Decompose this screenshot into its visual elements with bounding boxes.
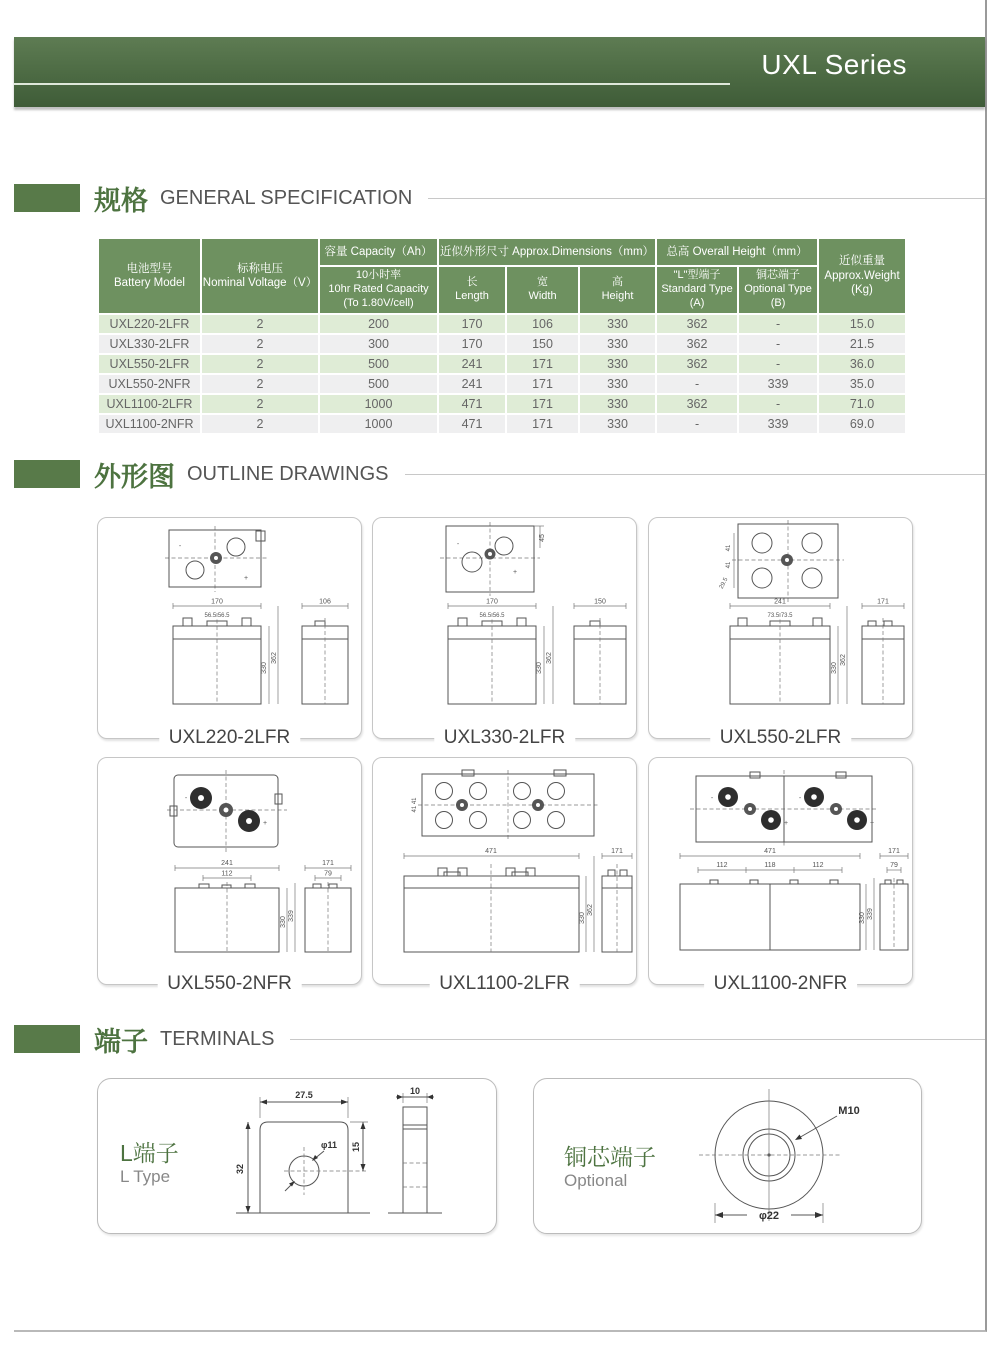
outline-title-en: OUTLINE DRAWINGS — [187, 462, 389, 485]
col-overall-height-group: 总高 Overall Height（mm） — [656, 238, 818, 266]
svg-text:-: - — [184, 795, 188, 802]
svg-text:41 41: 41 41 — [412, 797, 418, 813]
terminal-card-copper-core — [533, 1078, 922, 1234]
outline-card-uxl220-2lfr — [97, 517, 362, 748]
svg-text:330: 330 — [261, 662, 268, 674]
terminals-title-cn: 端子 — [94, 1026, 148, 1057]
svg-text:362: 362 — [587, 904, 594, 916]
section-bullet-icon — [14, 460, 80, 488]
terminal-title-cn: 铜芯端子 — [564, 1144, 656, 1170]
svg-text:φ22: φ22 — [758, 1210, 780, 1222]
svg-text:41: 41 — [726, 544, 732, 552]
model-label: UXL330-2LFR — [434, 727, 575, 749]
svg-text:362: 362 — [546, 652, 553, 664]
model-label: UXL220-2LFR — [159, 727, 300, 749]
terminal-title-cn: L端子 — [120, 1140, 179, 1166]
svg-text:M10: M10 — [838, 1105, 860, 1117]
copper-terminal-drawing — [611, 1083, 911, 1229]
section-bullet-icon — [14, 184, 80, 212]
svg-text:362: 362 — [271, 652, 278, 664]
col-nominal-voltage: 标称电压 Nominal Voltage（V） — [201, 238, 319, 314]
l-terminal-drawing — [198, 1085, 488, 1227]
outline-drawing — [99, 764, 360, 964]
svg-text:-: - — [456, 541, 460, 548]
terminals-title-en: TERMINALS — [160, 1027, 275, 1050]
svg-text:330: 330 — [536, 662, 543, 674]
model-label: UXL1100-2LFR — [429, 973, 580, 995]
svg-text:171: 171 — [877, 598, 889, 606]
col-approx-weight: 近似重量 Approx.Weight (Kg) — [818, 238, 906, 314]
section-rule — [428, 198, 985, 199]
outline-title-cn: 外形图 — [94, 461, 175, 492]
col-standard-type: "L"型端子 Standard Type (A) — [656, 266, 738, 314]
svg-text:+: + — [783, 820, 789, 827]
series-banner — [14, 37, 985, 107]
outline-card-uxl550-2lfr — [648, 517, 913, 748]
terminal-title-en: Optional — [564, 1171, 628, 1190]
svg-text:+: + — [869, 820, 875, 827]
svg-text:56.5 56.5: 56.5 56.5 — [204, 613, 230, 619]
svg-text:362: 362 — [840, 654, 847, 666]
terminal-title-en: L Type — [120, 1167, 171, 1186]
col-capacity-group: 容量 Capacity（Ah） — [319, 238, 438, 266]
terminal-card-l-type — [97, 1078, 497, 1234]
model-label: UXL550-2NFR — [157, 973, 302, 995]
col-capacity-sub: 10小时率 10hr Rated Capacity (To 1.80V/cell) — [319, 266, 438, 314]
svg-text:+: + — [243, 575, 249, 582]
svg-text:112: 112 — [221, 870, 233, 878]
table-row: UXL1100-2NFR 2 1000 471 171 330 - 339 69.0 — [98, 414, 906, 434]
svg-text:330: 330 — [280, 916, 287, 928]
outline-card-uxl330-2lfr — [372, 517, 637, 748]
outline-card-uxl1100-2nfr — [648, 757, 913, 994]
table-row: UXL550-2LFR 2 500 241 171 330 362 - 36.0 — [98, 354, 906, 374]
terminals-section-header — [0, 1024, 1000, 1057]
col-dimensions-group: 近似外形尺寸 Approx.Dimensions（mm） — [438, 238, 656, 266]
table-row: UXL550-2NFR 2 500 241 171 330 - 339 35.0 — [98, 374, 906, 394]
outline-drawing — [374, 764, 635, 964]
svg-text:241: 241 — [774, 598, 786, 606]
svg-text:112: 112 — [716, 862, 728, 869]
svg-text:15: 15 — [351, 1141, 361, 1153]
spec-title-en: GENERAL SPECIFICATION — [160, 186, 413, 209]
svg-text:471: 471 — [485, 848, 497, 855]
outline-drawing — [650, 764, 911, 964]
svg-text:471: 471 — [764, 848, 776, 855]
svg-text:330: 330 — [831, 662, 838, 674]
spec-table — [97, 237, 907, 435]
svg-text:79: 79 — [324, 870, 332, 878]
col-battery-model: 电池型号 Battery Model — [98, 238, 201, 314]
outline-card-uxl550-2nfr — [97, 757, 362, 994]
svg-text:56.5 56.5: 56.5 56.5 — [479, 613, 505, 619]
series-title: UXL Series — [761, 49, 907, 80]
svg-text:45: 45 — [539, 534, 546, 542]
svg-text:171: 171 — [322, 860, 334, 867]
svg-text:-: - — [798, 795, 802, 802]
section-rule — [290, 1039, 985, 1040]
model-label: UXL1100-2NFR — [704, 973, 858, 995]
svg-text:29.5: 29.5 — [718, 576, 730, 591]
svg-text:41: 41 — [726, 561, 732, 569]
col-optional-type: 铜芯端子 Optional Type (B) — [738, 266, 818, 314]
svg-text:-: - — [178, 543, 182, 550]
section-bullet-icon — [14, 1025, 80, 1053]
svg-text:φ11: φ11 — [321, 1140, 337, 1150]
col-height: 高 Height — [579, 266, 656, 314]
svg-text:241: 241 — [221, 860, 233, 867]
svg-text:171: 171 — [611, 848, 623, 855]
table-row: UXL330-2LFR 2 300 170 150 330 362 - 21.5 — [98, 334, 906, 354]
model-label: UXL550-2LFR — [710, 727, 851, 749]
svg-text:+: + — [512, 569, 518, 576]
svg-text:118: 118 — [764, 862, 776, 869]
svg-text:-: - — [710, 795, 714, 802]
section-rule — [405, 474, 986, 475]
outline-drawing — [650, 518, 911, 714]
svg-text:27.5: 27.5 — [295, 1090, 313, 1100]
svg-text:171: 171 — [888, 848, 900, 855]
svg-text:339: 339 — [867, 908, 874, 920]
svg-text:10: 10 — [409, 1086, 421, 1096]
banner-divider-line — [14, 83, 730, 85]
spec-title-cn: 规格 — [94, 185, 148, 216]
svg-text:339: 339 — [288, 910, 295, 922]
outline-drawing — [99, 518, 360, 714]
outline-card-uxl1100-2lfr — [372, 757, 637, 994]
svg-text:170: 170 — [486, 598, 498, 606]
col-width: 宽 Width — [506, 266, 579, 314]
svg-text:32: 32 — [235, 1163, 245, 1175]
svg-text:150: 150 — [594, 598, 606, 606]
svg-text:+: + — [262, 820, 268, 827]
col-length: 长 Length — [438, 266, 506, 314]
svg-text:330: 330 — [579, 912, 586, 924]
outline-section-header — [0, 459, 1000, 492]
table-row: UXL1100-2LFR 2 1000 471 171 330 362 - 71.0 — [98, 394, 906, 414]
svg-text:330: 330 — [859, 912, 866, 924]
table-row: UXL220-2LFR 2 200 170 106 330 362 - 15.0 — [98, 314, 906, 334]
outline-drawing — [374, 518, 635, 714]
svg-text:79: 79 — [890, 862, 898, 869]
svg-text:112: 112 — [812, 862, 824, 869]
svg-text:73.5 73.5: 73.5 73.5 — [767, 613, 793, 619]
svg-text:106: 106 — [319, 598, 331, 606]
svg-text:170: 170 — [211, 598, 223, 606]
spec-section-header — [0, 183, 1000, 216]
